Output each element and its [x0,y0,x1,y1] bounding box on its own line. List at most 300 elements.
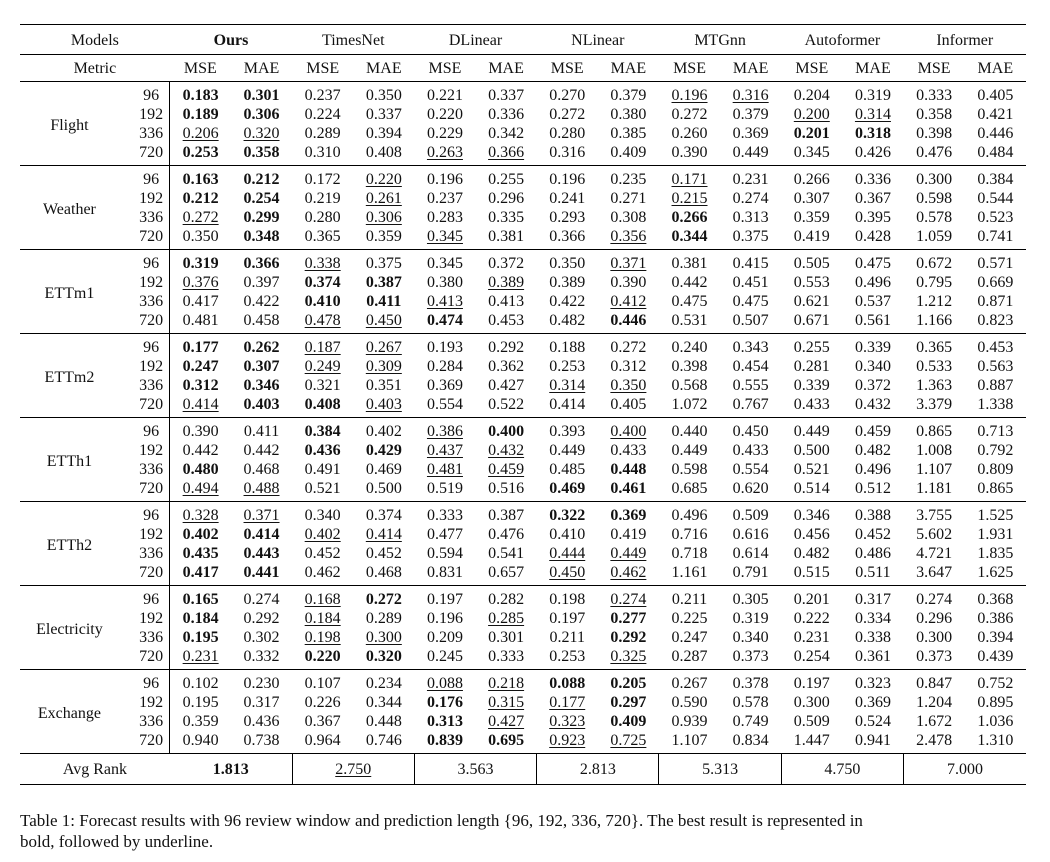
cell-value: 0.620 [732,480,769,497]
table-row [20,166,1026,190]
cell-value: 0.446 [610,312,647,329]
cell-value: 0.359 [793,209,830,226]
cell-value: 0.390 [182,423,219,440]
prediction-length: 336 [119,628,170,647]
cell-value: 0.316 [732,87,769,104]
table-cell [598,731,659,754]
table-cell [598,311,659,334]
cell-value: 0.484 [977,144,1014,161]
cell-value: 0.417 [182,293,219,310]
table-row [20,418,1026,442]
table-cell [414,693,475,712]
cell-value: 0.554 [426,396,463,413]
cell-value: 0.614 [732,545,769,562]
table-cell [170,502,231,526]
cell-value: 0.823 [977,312,1014,329]
cell-value: 0.512 [854,480,891,497]
table-row [20,563,1026,586]
table-row [20,189,1026,208]
table-cell [170,82,231,106]
model-header: TimesNet [292,25,414,55]
cell-value: 0.340 [732,629,769,646]
cell-value: 0.378 [732,675,769,692]
cell-value: 0.220 [304,648,341,665]
table-cell [598,502,659,526]
cell-value: 0.452 [304,545,341,562]
cell-value: 0.410 [304,293,341,310]
table-cell [292,273,353,292]
header-models-row [20,25,1026,55]
cell-value: 1.166 [916,312,953,329]
cell-value: 1.447 [793,732,830,749]
cell-value: 0.831 [426,564,463,581]
cell-value: 0.795 [916,274,953,291]
cell-value: 0.389 [549,274,586,291]
cell-value: 0.316 [549,144,586,161]
cell-value: 0.402 [304,526,341,543]
cell-value: 1.835 [977,545,1014,562]
cell-value: 0.478 [304,312,341,329]
cell-value: 0.468 [243,461,280,478]
cell-value: 1.161 [671,564,708,581]
cell-value: 0.107 [304,675,341,692]
cell-value: 0.307 [793,190,830,207]
cell-value: 0.381 [671,255,708,272]
cell-value: 0.266 [671,209,708,226]
cell-value: 0.317 [854,591,891,608]
metric-header: MAE [842,55,903,82]
table-cell [537,670,598,694]
cell-value: 0.231 [732,171,769,188]
table-cell [414,712,475,731]
cell-value: 0.515 [793,564,830,581]
cell-value: 0.453 [488,312,525,329]
cell-value: 0.871 [977,293,1014,310]
cell-value: 0.839 [426,732,463,749]
cell-value: 0.923 [549,732,586,749]
cell-value: 0.449 [610,545,647,562]
table-row [20,628,1026,647]
cell-value: 0.590 [671,694,708,711]
cell-value: 2.478 [916,732,953,749]
table-cell [414,441,475,460]
table-cell [231,544,292,563]
table-cell [292,357,353,376]
cell-value: 0.301 [243,87,280,104]
cell-value: 0.809 [977,461,1014,478]
cell-value: 0.488 [243,480,280,497]
cell-value: 0.345 [793,144,830,161]
model-header: Ours [170,25,292,55]
cell-value: 0.405 [610,396,647,413]
header-metrics-row [20,55,1026,82]
cell-value: 0.230 [243,675,280,692]
cell-value: 3.563 [414,754,536,785]
cell-value: 0.274 [732,190,769,207]
table-row [20,311,1026,334]
prediction-length: 96 [119,418,170,442]
cell-value: 0.205 [610,675,647,692]
cell-value: 0.289 [304,125,341,142]
cell-value: 0.231 [793,629,830,646]
table-cell [414,311,475,334]
cell-value: 0.409 [610,713,647,730]
cell-value: 0.229 [426,125,463,142]
cell-value: 0.263 [426,144,463,161]
cell-value: 0.255 [488,171,525,188]
cell-value: 1.363 [916,377,953,394]
table-cell [476,460,537,479]
table-cell [170,609,231,628]
cell-value: 0.459 [854,423,891,440]
cell-value: 0.452 [854,526,891,543]
cell-value: 0.436 [243,713,280,730]
caption-line-2: bold, followed by underline. [20,832,214,851]
prediction-length: 96 [119,502,170,526]
cell-value: 0.221 [426,87,463,104]
table-cell [231,105,292,124]
cell-value: 0.312 [610,358,647,375]
cell-value: 0.461 [610,480,647,497]
cell-value: 0.409 [610,144,647,161]
table-cell [537,479,598,502]
cell-value: 0.369 [732,125,769,142]
cell-value: 0.328 [182,507,219,524]
cell-value: 0.272 [610,339,647,356]
avg-rank-label: Avg Rank [20,754,170,785]
cell-value: 0.339 [854,339,891,356]
cell-value: 1.008 [916,442,953,459]
cell-value: 0.292 [243,610,280,627]
cell-value: 0.346 [793,507,830,524]
cell-value: 0.376 [182,274,219,291]
cell-value: 0.414 [243,526,280,543]
table-cell [476,143,537,166]
cell-value: 0.272 [549,106,586,123]
table-row [20,544,1026,563]
table-cell [659,166,720,190]
cell-value: 0.177 [549,694,586,711]
table-cell [476,693,537,712]
table-cell [598,227,659,250]
cell-value: 1.059 [916,228,953,245]
cell-value: 0.524 [854,713,891,730]
table-cell [781,124,842,143]
cell-value: 0.509 [793,713,830,730]
cell-value: 0.088 [549,675,586,692]
table-cell [476,712,537,731]
table-row [20,124,1026,143]
cell-value: 0.522 [488,396,525,413]
cell-value: 5.602 [916,526,953,543]
cell-value: 0.439 [977,648,1014,665]
cell-value: 0.521 [304,480,341,497]
metric-header: MSE [414,55,475,82]
table-cell [598,544,659,563]
cell-value: 0.414 [182,396,219,413]
cell-value: 0.336 [854,171,891,188]
table-cell [598,693,659,712]
avg-rank-value [170,754,292,785]
cell-value: 0.366 [488,144,525,161]
cell-value: 0.333 [426,507,463,524]
cell-value: 0.253 [182,144,219,161]
cell-value: 0.315 [488,694,525,711]
cell-value: 0.337 [488,87,525,104]
cell-value: 0.474 [426,312,463,329]
cell-value: 0.494 [182,480,219,497]
dataset-group [20,418,1026,502]
table-row [20,376,1026,395]
table-cell [231,395,292,418]
cell-value: 0.188 [549,339,586,356]
cell-value: 0.254 [793,648,830,665]
prediction-length: 336 [119,376,170,395]
cell-value: 0.895 [977,694,1014,711]
table-cell [292,609,353,628]
cell-value: 0.309 [365,358,402,375]
cell-value: 0.375 [365,255,402,272]
cell-value: 0.313 [732,209,769,226]
table-cell [231,334,292,358]
cell-value: 0.333 [916,87,953,104]
prediction-length: 720 [119,143,170,166]
cell-value: 0.561 [854,312,891,329]
cell-value: 0.359 [182,713,219,730]
cell-value: 0.716 [671,526,708,543]
table-cell [598,563,659,586]
cell-value: 0.408 [304,396,341,413]
cell-value: 0.767 [732,396,769,413]
table-cell [170,628,231,647]
table-cell [292,395,353,418]
cell-value: 0.421 [977,106,1014,123]
metric-header: MAE [720,55,781,82]
cell-value: 0.211 [549,629,585,646]
cell-value: 0.274 [610,591,647,608]
cell-value: 0.348 [243,228,280,245]
cell-value: 0.234 [365,675,402,692]
cell-value: 1.931 [977,526,1014,543]
metric-header: MAE [353,55,414,82]
cell-value: 0.408 [365,144,402,161]
cell-value: 0.319 [732,610,769,627]
table-cell [292,311,353,334]
cell-value: 0.657 [488,564,525,581]
cell-value: 0.318 [854,125,891,142]
cell-value: 0.209 [426,629,463,646]
cell-value: 1.036 [977,713,1014,730]
dataset-group [20,502,1026,586]
cell-value: 0.429 [365,442,402,459]
cell-value: 0.373 [916,648,953,665]
table-row [20,273,1026,292]
cell-value: 0.462 [304,564,341,581]
cell-value: 0.415 [732,255,769,272]
cell-value: 0.578 [916,209,953,226]
cell-value: 4.721 [916,545,953,562]
cell-value: 0.267 [671,675,708,692]
table-cell [231,357,292,376]
cell-value: 0.195 [182,629,219,646]
cell-value: 0.300 [916,629,953,646]
cell-value: 0.351 [365,377,402,394]
cell-value: 0.403 [365,396,402,413]
cell-value: 0.389 [488,274,525,291]
table-cell [353,166,414,190]
cell-value: 0.496 [671,507,708,524]
table-cell [353,273,414,292]
cell-value: 0.266 [793,171,830,188]
table-cell [353,395,414,418]
cell-value: 0.481 [426,461,463,478]
table-cell [598,418,659,442]
cell-value: 1.310 [977,732,1014,749]
table-row [20,586,1026,610]
cell-value: 0.537 [854,293,891,310]
table-cell [476,609,537,628]
cell-value: 0.374 [304,274,341,291]
cell-value: 0.241 [549,190,586,207]
table-cell [170,143,231,166]
cell-value: 0.220 [365,171,402,188]
cell-value: 0.514 [793,480,830,497]
cell-value: 0.442 [671,274,708,291]
cell-value: 0.211 [671,591,708,608]
cell-value: 0.433 [732,442,769,459]
cell-value: 0.482 [793,545,830,562]
cell-value: 0.171 [671,171,708,188]
cell-value: 0.237 [304,87,341,104]
cell-value: 0.413 [488,293,525,310]
cell-value: 0.390 [610,274,647,291]
cell-value: 1.204 [916,694,953,711]
cell-value: 0.305 [732,591,769,608]
cell-value: 0.088 [426,675,463,692]
cell-value: 0.206 [182,125,219,142]
cell-value: 0.306 [365,209,402,226]
cell-value: 0.413 [426,293,463,310]
table-cell [231,208,292,227]
table-cell [170,544,231,563]
cell-value: 0.281 [793,358,830,375]
cell-value: 0.314 [854,106,891,123]
cell-value: 0.496 [854,274,891,291]
table-cell [598,712,659,731]
cell-value: 0.448 [365,713,402,730]
cell-value: 0.325 [610,648,647,665]
cell-value: 0.384 [977,171,1014,188]
cell-value: 0.449 [732,144,769,161]
table-cell [414,460,475,479]
cell-value: 0.358 [916,106,953,123]
table-cell [842,124,903,143]
prediction-length: 720 [119,311,170,334]
cell-value: 0.469 [549,480,586,497]
metric-header: MAE [598,55,659,82]
cell-value: 0.397 [243,274,280,291]
cell-value: 0.394 [977,629,1014,646]
cell-value: 0.367 [854,190,891,207]
table-cell [537,712,598,731]
cell-value: 0.262 [243,339,280,356]
cell-value: 1.212 [916,293,953,310]
cell-value: 0.345 [426,228,463,245]
cell-value: 7.000 [904,754,1026,785]
table-cell [476,418,537,442]
dataset-name: Exchange [37,705,101,722]
cell-value: 0.834 [732,732,769,749]
cell-value: 0.372 [488,255,525,272]
cell-value: 0.319 [854,87,891,104]
cell-value: 0.500 [365,480,402,497]
cell-value: 1.672 [916,713,953,730]
cell-value: 0.412 [610,293,647,310]
cell-value: 0.289 [365,610,402,627]
cell-value: 0.940 [182,732,219,749]
table-cell [292,334,353,358]
table-row [20,441,1026,460]
cell-value: 0.435 [182,545,219,562]
table-cell [598,460,659,479]
cell-value: 0.220 [426,106,463,123]
cell-value: 0.387 [365,274,402,291]
cell-value: 0.356 [610,228,647,245]
metric-header: MAE [476,55,537,82]
table-cell [170,250,231,274]
cell-value: 0.468 [365,564,402,581]
model-header: NLinear [537,25,659,55]
cell-value: 0.249 [304,358,341,375]
cell-value: 0.165 [182,591,219,608]
cell-value: 0.340 [854,358,891,375]
cell-value: 0.469 [365,461,402,478]
cell-value: 0.480 [182,461,219,478]
table-cell [292,292,353,311]
results-table-wrapper [20,24,1026,785]
table-cell [353,189,414,208]
table-cell [292,418,353,442]
prediction-length: 336 [119,544,170,563]
cell-value: 0.314 [549,377,586,394]
prediction-length: 336 [119,208,170,227]
cell-value: 0.163 [182,171,219,188]
dataset-name: Electricity [36,621,103,638]
model-header: Informer [904,25,1026,55]
cell-value: 0.198 [304,629,341,646]
table-cell [292,586,353,610]
cell-value: 0.475 [732,293,769,310]
table-cell [231,166,292,190]
cell-value: 0.346 [243,377,280,394]
cell-value: 0.482 [854,442,891,459]
cell-value: 0.671 [793,312,830,329]
dataset-group [20,334,1026,418]
cell-value: 0.738 [243,732,280,749]
cell-value: 0.847 [916,675,953,692]
table-cell [231,502,292,526]
table-row [20,712,1026,731]
table-row [20,647,1026,670]
cell-value: 0.231 [182,648,219,665]
table-cell [598,292,659,311]
cell-value: 0.321 [304,377,341,394]
cell-value: 0.568 [671,377,708,394]
cell-value: 0.379 [610,87,647,104]
cell-value: 0.482 [549,312,586,329]
cell-value: 0.196 [426,610,463,627]
cell-value: 0.422 [549,293,586,310]
